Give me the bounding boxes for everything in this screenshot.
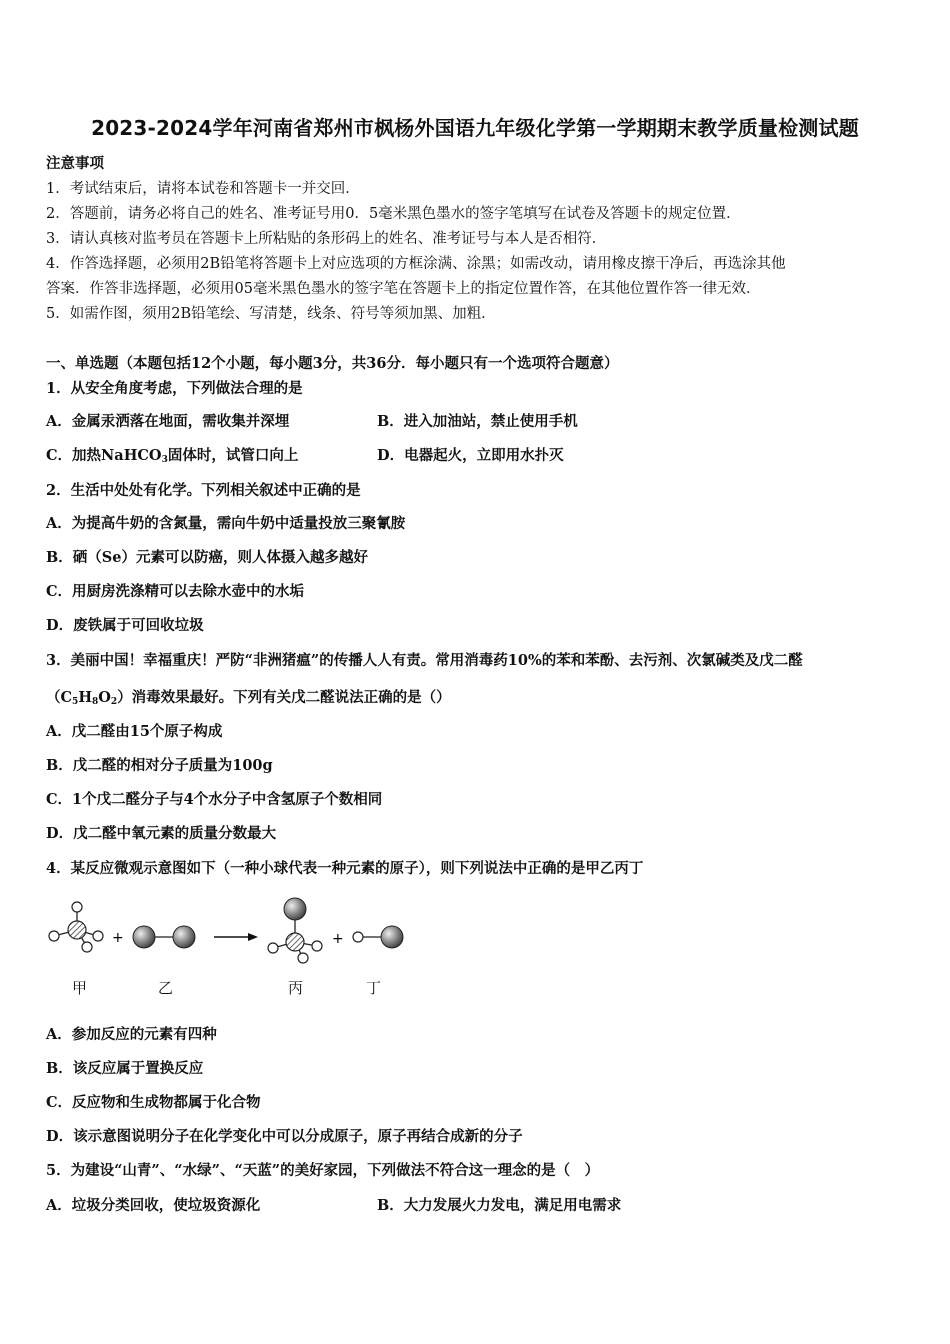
molecule-ding bbox=[353, 926, 403, 948]
reaction-arrow bbox=[214, 933, 258, 941]
q4-option-c: C．反应物和生成物都属于化合物 bbox=[46, 1094, 261, 1111]
question-3-stem-cont bbox=[46, 686, 451, 707]
q3-formula-open: （C bbox=[46, 689, 73, 706]
subscript: 8 bbox=[92, 697, 99, 707]
notice-item: 2．答题前，请务必将自己的姓名、准考证号用0．5毫米黑色墨水的签字笔填写在试卷及答题卡的规定位置． bbox=[46, 206, 741, 222]
q1-option-d: D．电器起火，立即用水扑灭 bbox=[377, 447, 564, 464]
reaction-diagram bbox=[40, 892, 420, 967]
section-heading: 一、单选题（本题包括12个小题，每小题3分，共36分．每小题只有一个选项符合题意） bbox=[46, 355, 619, 372]
subscript: 5 bbox=[72, 697, 79, 707]
notice-item: 1．考试结束后，请将本试卷和答题卡一并交回． bbox=[46, 181, 360, 197]
question-4-stem: 4．某反应微观示意图如下（一种小球代表一种元素的原子），则下列说法中正确的是甲乙丙丁 bbox=[46, 860, 644, 877]
page-title: 2023-2024学年河南省郑州市枫杨外国语九年级化学第一学期期末教学质量检测试题 bbox=[91, 116, 859, 140]
label-jia: 甲 bbox=[72, 979, 88, 997]
q3-formula-h: H bbox=[78, 689, 93, 706]
molecule-jia bbox=[49, 902, 103, 952]
label-ding: 丁 bbox=[366, 979, 382, 997]
q4-option-b: B．该反应属于置换反应 bbox=[46, 1060, 204, 1077]
q3-formula-o: O bbox=[98, 689, 111, 706]
question-1-stem: 1．从安全角度考虑，下列做法合理的是 bbox=[46, 380, 303, 397]
q3-option-a: A．戊二醛由15个原子构成 bbox=[46, 723, 223, 740]
q3-option-c: C．1个戊二醛分子与4个水分子中含氢原子个数相同 bbox=[46, 791, 383, 808]
q1-option-a: A．金属汞洒落在地面，需收集并深埋 bbox=[46, 413, 290, 430]
question-5-stem: 5．为建设“山青”、“水绿”、“天蓝”的美好家园，下列做法不符合这一理念的是（ ） bbox=[46, 1162, 600, 1179]
notice-item: 5．如需作图，须用2B铅笔绘、写清楚，线条、符号等须加黑、加粗． bbox=[46, 306, 496, 322]
q1-option-c bbox=[46, 444, 298, 465]
question-3-stem: 3．美丽中国！幸福重庆！严防“非洲猪瘟”的传播人人有责。常用消毒药10%的苯和苯酚、去污剂、次氯碱类及戊二醛 bbox=[46, 652, 803, 669]
q3-stem-tail: ）消毒效果最好。下列有关戊二醛说法正确的是（） bbox=[117, 689, 451, 706]
q2-option-a: A．为提高牛奶的含氮量，需向牛奶中适量投放三聚氰胺 bbox=[46, 515, 406, 532]
q5-option-b: B．大力发展火力发电，满足用电需求 bbox=[377, 1197, 622, 1214]
q3-option-d: D．戊二醛中氧元素的质量分数最大 bbox=[46, 825, 277, 842]
label-bing: 丙 bbox=[288, 979, 304, 997]
plus-sign: + bbox=[112, 930, 124, 946]
molecule-yi bbox=[133, 926, 195, 948]
q2-option-b: B．硒（Se）元素可以防癌，则人体摄入越多越好 bbox=[46, 549, 368, 566]
molecule-bing bbox=[268, 898, 322, 963]
notice-item: 4．作答选择题，必须用2B铅笔将答题卡上对应选项的方框涂满、涂黑；如需改动，请用橡皮擦干净后，再选涂其他 bbox=[46, 256, 786, 272]
q1-option-c-text: C．加热NaHCO bbox=[46, 447, 162, 464]
notice-item: 答案．作答非选择题，必须用05毫米黑色墨水的签字笔在答题卡上的指定位置作答，在其他位置作答一律无效． bbox=[46, 281, 761, 297]
q1-option-b: B．进入加油站，禁止使用手机 bbox=[377, 413, 578, 430]
notice-item: 3．请认真核对监考员在答题卡上所粘贴的条形码上的姓名、准考证号与本人是否相符． bbox=[46, 231, 607, 247]
question-2-stem: 2．生活中处处有化学。下列相关叙述中正确的是 bbox=[46, 482, 361, 499]
notice-heading: 注意事项 bbox=[46, 155, 104, 172]
q3-option-b: B．戊二醛的相对分子质量为100g bbox=[46, 757, 273, 774]
q1-option-c-text-tail: 固体时，试管口向上 bbox=[167, 447, 299, 464]
q4-option-d: D．该示意图说明分子在化学变化中可以分成原子，原子再结合成新的分子 bbox=[46, 1128, 523, 1145]
q2-option-c: C．用厨房洗涤精可以去除水壶中的水垢 bbox=[46, 583, 305, 600]
subscript: 3 bbox=[161, 455, 168, 465]
q4-option-a: A．参加反应的元素有四种 bbox=[46, 1026, 217, 1043]
q5-option-a: A．垃圾分类回收，使垃圾资源化 bbox=[46, 1197, 261, 1214]
label-yi: 乙 bbox=[158, 979, 174, 997]
q2-option-d: D．废铁属于可回收垃圾 bbox=[46, 617, 204, 634]
subscript: 2 bbox=[110, 697, 118, 707]
plus-sign: + bbox=[332, 931, 344, 947]
